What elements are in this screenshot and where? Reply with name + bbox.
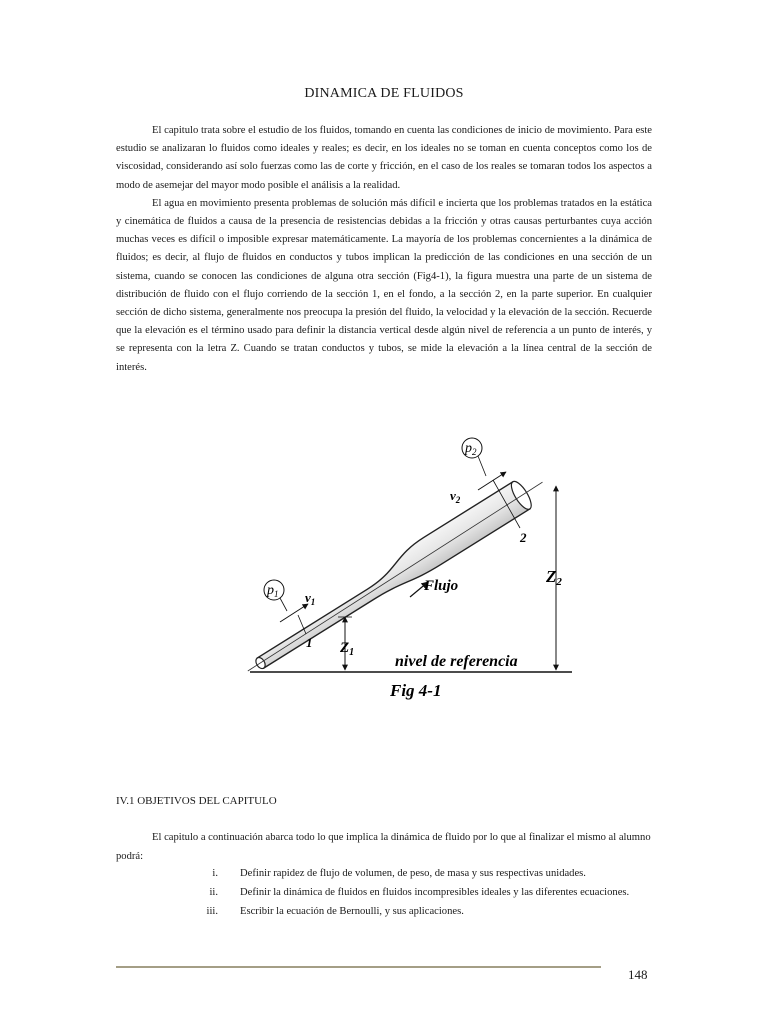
paragraph-1: El capitulo trata sobre el estudio de los fluidos, tomando en cuenta las condiciones de inicio de movimiento. Para este estudio se analizaran lo fluidos como ideales y reales; es decir, en los ideales no se toman en cuenta conceptos como los de viscosidad, considerando así solo fuerzas como las de corte y fricción, en el caso de los reales se tomaran todos los aspectos a modo de asemejar del mayor modo posible el análisis a la realidad. — [116, 125, 652, 191]
body-text — [116, 122, 652, 377]
list-item-number: i. — [212, 868, 218, 879]
p1-label: $p_1$ — [267, 583, 279, 599]
figure-caption: Fig 4-1 — [390, 681, 442, 700]
objectives-intro-text: El capitulo a continuación abarca todo lo que implica la dinámica de fluido por lo que al finalizar el mismo al alumno podrá: — [116, 832, 651, 862]
list-item-number: ii. — [209, 887, 218, 898]
list-item-text: Escribir la ecuación de Bernoulli, y sus aplicaciones. — [240, 906, 464, 917]
figure-pipe-diagram — [240, 432, 580, 712]
list-item-text: Definir la dinámica de fluidos en fluidos incompresibles ideales y las diferentes ecuaciones. — [240, 887, 630, 898]
section-2-label: 2 — [520, 530, 527, 545]
objectives-intro — [116, 829, 652, 866]
reference-label: nivel de referencia — [395, 653, 518, 670]
list-item — [180, 883, 660, 902]
flow-label: Flujo — [424, 578, 459, 594]
list-item-number: iii. — [206, 906, 218, 917]
v2-arrow — [478, 472, 506, 490]
v1-label: $v_1$ — [305, 590, 316, 607]
section-1-label: 1 — [306, 635, 313, 650]
page-number: 148 — [628, 967, 648, 982]
list-item-text: Definir rapidez de flujo de volumen, de peso, de masa y sus respectivas unidades. — [240, 868, 586, 879]
v1-arrow — [280, 604, 308, 622]
list-item — [180, 902, 660, 921]
list-item — [180, 864, 660, 883]
p2-label: $p_2$ — [465, 441, 477, 457]
paragraph-2: El agua en movimiento presenta problemas de solución más difícil e incierta que los problemas tratados en la estática y cinemática de fluidos a causa de la presencia de resistencias debidas a la fricción y otras causas perturbantes cuya acción muchas veces es difícil o imposible expresar matemáticamente. La mayoría de los problemas concernientes a la dinámica de fluidos; es decir, al flujo de fluidos en conductos y tubos implican la predicción de las condiciones en una sección de un sistema, cuando se conocen las condiciones de alguna otra sección (Fig4-1), la figura muestra una parte de un sistema de distribución de fluido con el flujo corriendo de la sección 1, en el fondo, a la sección 2, en la parte superior. En cualquier sección de dicho sistema, generalmente nos preocupa la presión del fluido, la velocidad y la elevación de la sección. Recuerde que la elevación es el término usado para definir la distancia vertical desde algún nivel de referencia a un punto de interés, y se representa con la letra Z. Cuando se tratan conductos y tubos, se mide la elevación a la línea central de la sección de interés. — [116, 197, 652, 373]
z1-label: $Z_1$ — [340, 640, 355, 658]
objectives-list — [180, 864, 660, 921]
pipe-diagram — [240, 432, 580, 712]
v2-label: $v_2$ — [450, 488, 461, 505]
page-title: DINAMICA DE FLUIDOS — [304, 86, 464, 101]
footer-rule — [116, 966, 601, 968]
section-heading: IV.1 OBJETIVOS DEL CAPITULO — [116, 795, 277, 807]
z2-label: Z2 — [546, 567, 562, 588]
